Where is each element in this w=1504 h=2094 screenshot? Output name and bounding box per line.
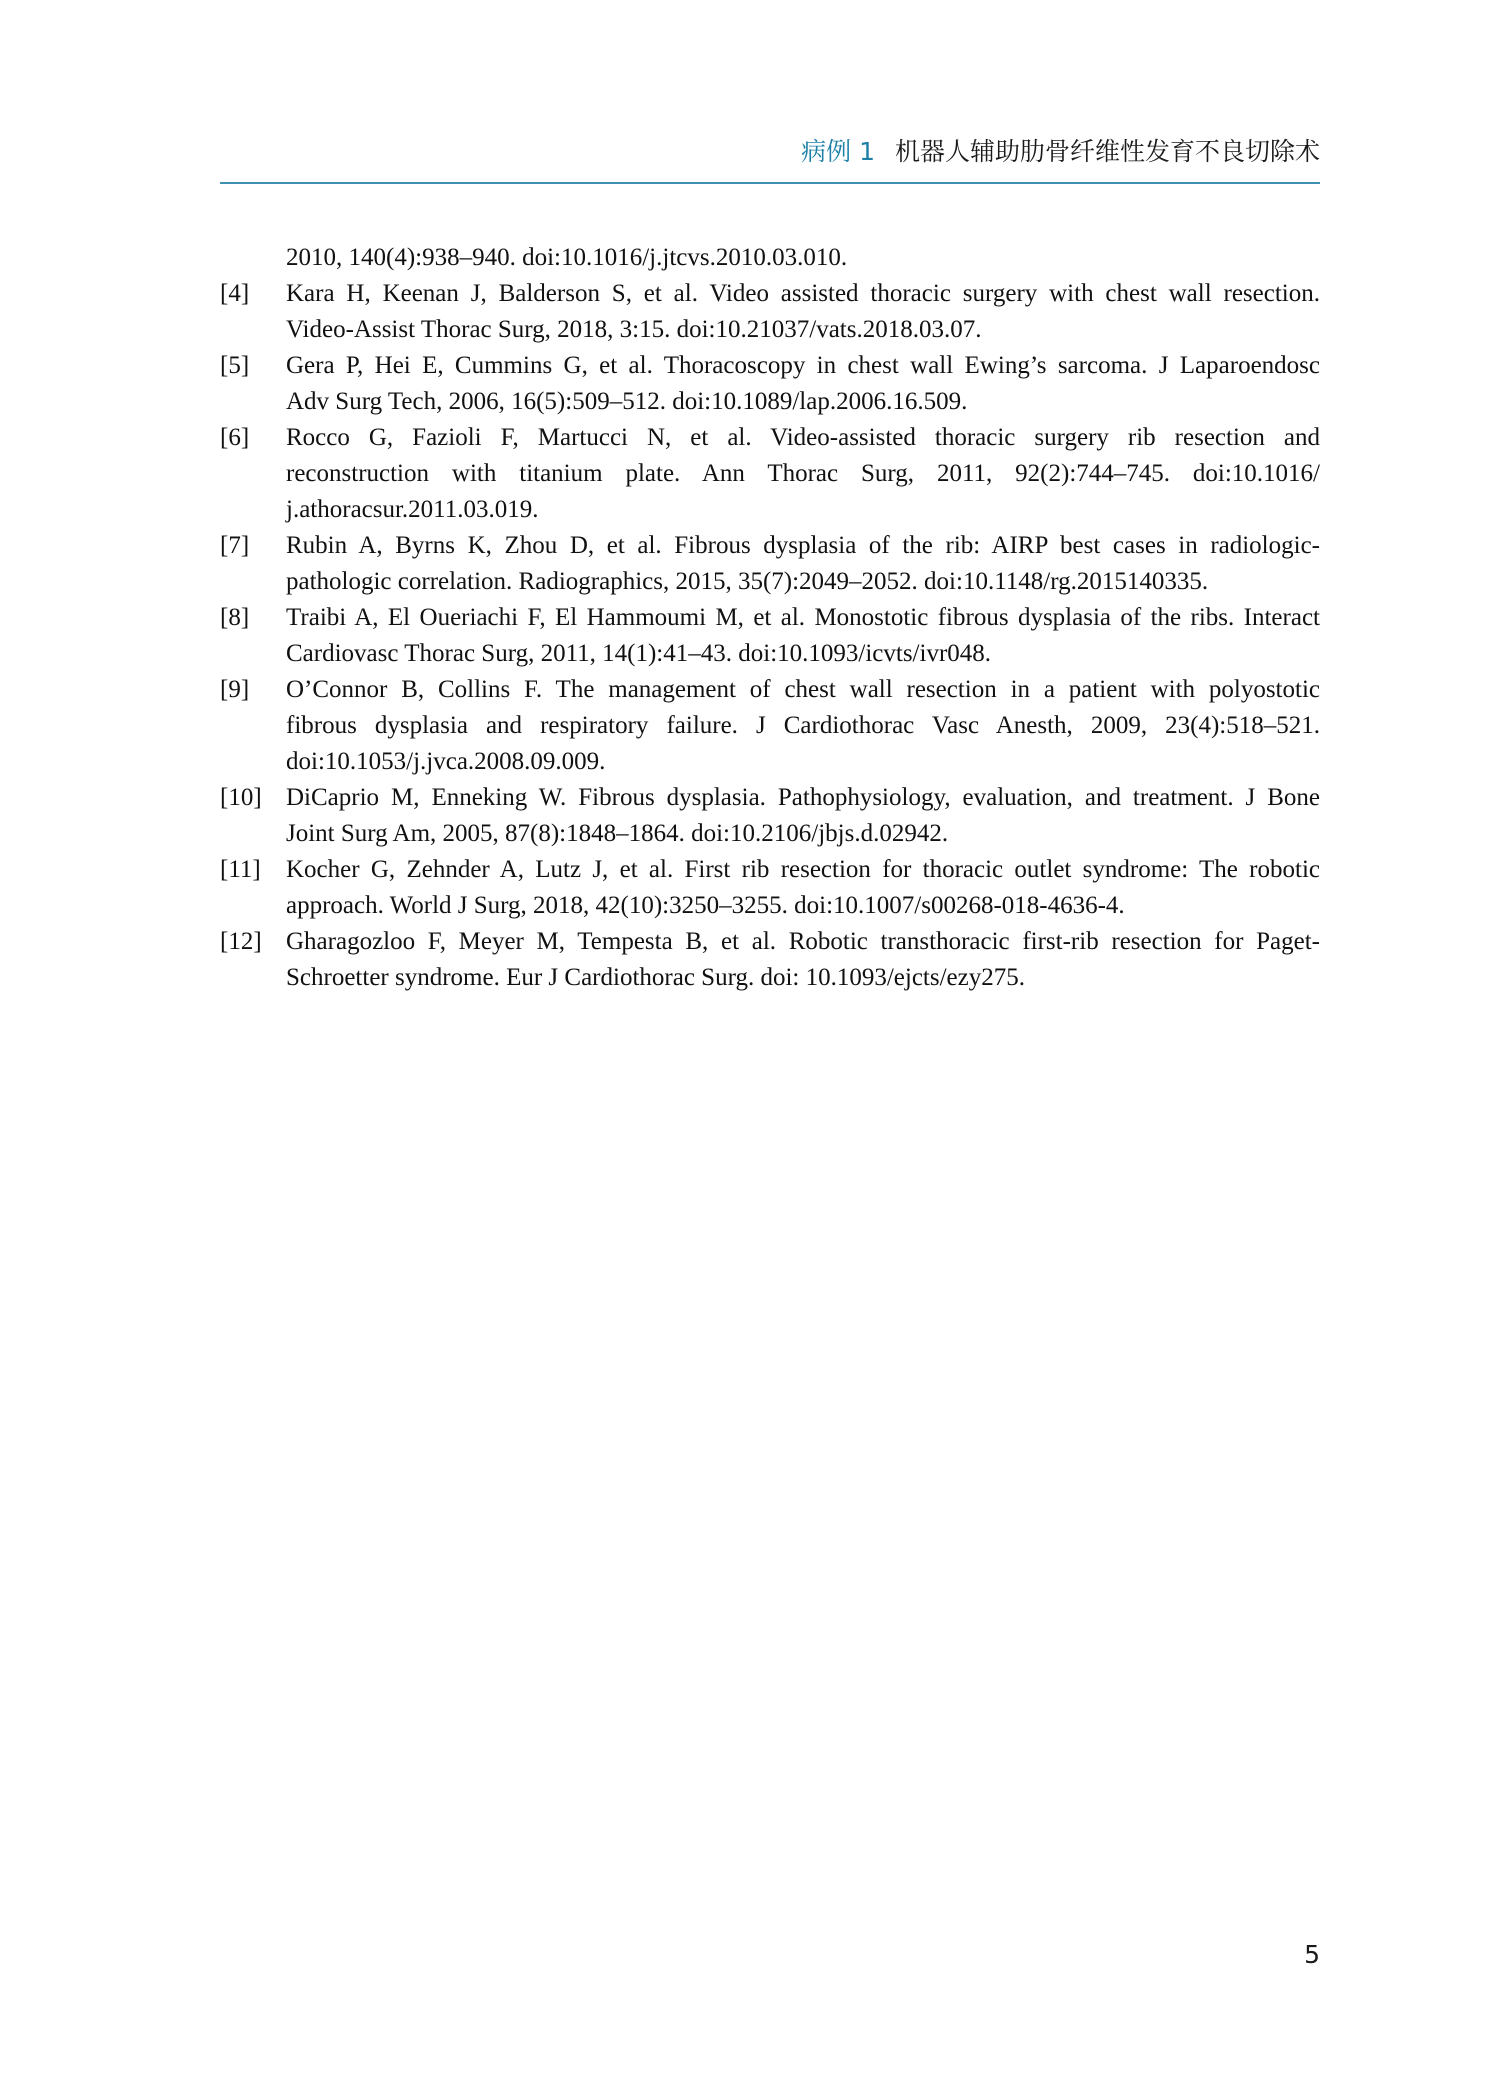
reference-line: Rubin A, Byrns K, Zhou D, et al. Fibrous dysplasia of the rib: AIRP best cases in radiologic- bbox=[286, 532, 1320, 559]
page-number: 5 bbox=[1304, 1940, 1320, 1969]
reference-line: Schroetter syndrome. Eur J Cardiothorac Surg. doi: 10.1093/ejcts/ezy275. bbox=[286, 964, 1025, 991]
running-header bbox=[220, 132, 1320, 174]
reference-line: reconstruction with titanium plate. Ann Thorac Surg, 2011, 92(2):744–745. doi:10.1016/ bbox=[286, 460, 1320, 487]
reference-line: Traibi A, El Oueriachi F, El Hammoumi M, et al. Monostotic fibrous dysplasia of the ribs. Interact bbox=[286, 604, 1320, 631]
reference-number: [6] bbox=[220, 424, 250, 451]
header-rule bbox=[220, 182, 1320, 184]
reference-line: Kocher G, Zehnder A, Lutz J, et al. First rib resection for thoracic outlet syndrome: The robotic bbox=[286, 856, 1320, 883]
reference-text bbox=[286, 600, 1320, 672]
reference-line: j.athoracsur.2011.03.019. bbox=[286, 496, 539, 523]
reference-item bbox=[220, 240, 1320, 276]
reference-item bbox=[220, 852, 1320, 924]
reference-line: DiCaprio M, Enneking W. Fibrous dysplasia. Pathophysiology, evaluation, and treatment. J Bone bbox=[286, 784, 1320, 811]
reference-item bbox=[220, 528, 1320, 600]
reference-number: [12] bbox=[220, 928, 262, 955]
reference-item bbox=[220, 672, 1320, 780]
reference-text bbox=[286, 852, 1320, 924]
reference-number: [11] bbox=[220, 856, 261, 883]
reference-item bbox=[220, 420, 1320, 528]
reference-line: Kara H, Keenan J, Balderson S, et al. Video assisted thoracic surgery with chest wall resection. bbox=[286, 280, 1320, 307]
reference-text bbox=[286, 924, 1320, 996]
reference-text bbox=[286, 780, 1320, 852]
reference-line: Rocco G, Fazioli F, Martucci N, et al. Video-assisted thoracic surgery rib resection and bbox=[286, 424, 1320, 451]
case-label: 病例 1 bbox=[801, 137, 875, 166]
reference-text bbox=[286, 348, 1320, 420]
reference-line: Video-Assist Thorac Surg, 2018, 3:15. doi:10.21037/vats.2018.03.07. bbox=[286, 316, 982, 343]
reference-line: Joint Surg Am, 2005, 87(8):1848–1864. doi:10.2106/jbjs.d.02942. bbox=[286, 820, 949, 847]
chapter-title: 机器人辅助肋骨纤维性发育不良切除术 bbox=[894, 137, 1320, 166]
reference-item bbox=[220, 924, 1320, 996]
reference-line: fibrous dysplasia and respiratory failure. J Cardiothorac Vasc Anesth, 2009, 23(4):518–521. bbox=[286, 712, 1320, 739]
reference-line: doi:10.1053/j.jvca.2008.09.009. bbox=[286, 748, 606, 775]
reference-text bbox=[286, 276, 1320, 348]
reference-item bbox=[220, 780, 1320, 852]
reference-item bbox=[220, 600, 1320, 672]
reference-number: [8] bbox=[220, 604, 250, 631]
reference-line: Adv Surg Tech, 2006, 16(5):509–512. doi:10.1089/lap.2006.16.509. bbox=[286, 388, 968, 415]
reference-line: Gharagozloo F, Meyer M, Tempesta B, et al. Robotic transthoracic first-rib resection for Paget- bbox=[286, 928, 1320, 955]
reference-number: [5] bbox=[220, 352, 250, 379]
reference-list bbox=[220, 240, 1320, 996]
reference-number: [7] bbox=[220, 532, 250, 559]
reference-line: 2010, 140(4):938–940. doi:10.1016/j.jtcvs.2010.03.010. bbox=[286, 244, 848, 271]
reference-line: approach. World J Surg, 2018, 42(10):3250–3255. doi:10.1007/s00268-018-4636-4. bbox=[286, 892, 1125, 919]
reference-text bbox=[286, 672, 1320, 780]
reference-text bbox=[286, 528, 1320, 600]
reference-line: O’Connor B, Collins F. The management of chest wall resection in a patient with polyostotic bbox=[286, 676, 1320, 703]
reference-line: pathologic correlation. Radiographics, 2015, 35(7):2049–2052. doi:10.1148/rg.2015140335. bbox=[286, 568, 1209, 595]
reference-number: [4] bbox=[220, 280, 250, 307]
reference-number: [10] bbox=[220, 784, 262, 811]
reference-item bbox=[220, 276, 1320, 348]
reference-line: Cardiovasc Thorac Surg, 2011, 14(1):41–43. doi:10.1093/icvts/ivr048. bbox=[286, 640, 992, 667]
reference-number: [9] bbox=[220, 676, 250, 703]
reference-text bbox=[286, 420, 1320, 528]
reference-item bbox=[220, 348, 1320, 420]
reference-line: Gera P, Hei E, Cummins G, et al. Thoracoscopy in chest wall Ewing’s sarcoma. J Laparoendosc bbox=[286, 352, 1320, 379]
reference-text bbox=[286, 240, 1320, 276]
